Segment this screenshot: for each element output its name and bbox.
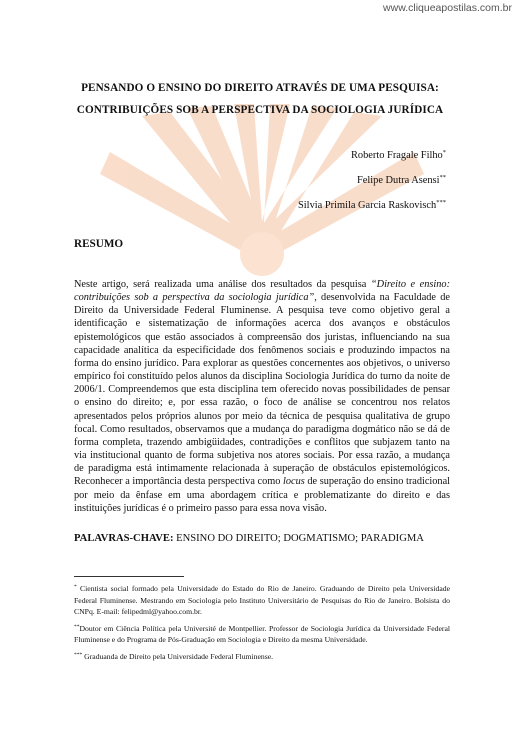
footnote-2: **Doutor em Ciência Política pela Université de Montpellier. Professor de Sociologia Jurídica da Universidade Federal Fluminense e do Programa de Pós-Graduação em Sociologia e Direito da mesma Universidade.: [74, 623, 450, 645]
keywords-text: ENSINO DO DIREITO; DOGMATISMO; PARADIGMA: [173, 533, 424, 544]
footnote-3: *** Graduanda de Direito pela Universidade Federal Fluminense.: [74, 651, 274, 661]
footnote-divider: [74, 576, 184, 577]
keywords: [74, 533, 424, 544]
authors: [298, 142, 446, 217]
title-line-1: PENSANDO O ENSINO DO DIREITO ATRAVÉS DE UMA PESQUISA:: [81, 82, 439, 94]
title-line-2: CONTRIBUIÇÕES SOB A PERSPECTIVA DA SOCIOLOGIA JURÍDICA: [76, 104, 444, 116]
author-1: Roberto Fragale Filho*: [350, 149, 446, 161]
author-2: Felipe Dutra Asensi**: [356, 174, 446, 186]
site-url[interactable]: www.cliqueapostilas.com.br: [383, 2, 512, 14]
abstract-paragraph: Neste artigo, será realizada uma análise dos resultados da pesquisa “Direito e ensino: contribuições sob a perspectiva da sociologia jurídica”, desenvolvida na Faculdade de Direito da Universidade Federal Fluminense. A pesquisa teve como objetivo geral a identificação e sistematização de informações acerca dos avanços e obstáculos epistemológicos que estão associados à compreensão dos juristas, influenciando na sua capacidade analítica da especificidade dos fenômenos sociais e produzindo impactos na forma do ensino jurídico. Para explorar as questões concernentes aos objetivos, o universo empírico foi constituído pelos alunos da disciplina Sociologia Jurídica do turno da noite de 2006/1. Compreendemos que esta disciplina tem oferecido novas possibilidades de pensar o ensino do direito; e, por essa razão, o foco de análise se concentrou nos relatos apresentados pelos próprios alunos por meio da técnica de pesquisa qualitativa de grupo focal. Como resultados, observamos que a mudança do paradigma dogmático não se dá de forma completa, trazendo ambigüidades, contradições e conflitos que subjazem tanto na via institucional quanto de forma subjetiva nos atores sociais. Por essa razão, a mudança de paradigma está intimamente relacionada à superação de obstáculos epistemológicos. Reconhecer a importância desta perspectiva como locus de superação do ensino tradicional por meio da ênfase em uma abordagem crítica e problematizante do direito e das instituições jurídicas é o primeiro passo para essa nova visão.: [74, 279, 451, 514]
author-3: Silvia Primila Garcia Raskovisch***: [298, 199, 446, 211]
keywords-label: PALAVRAS-CHAVE:: [74, 533, 174, 544]
footnotes: [74, 582, 450, 667]
footnote-1: * Cientista social formado pela Universidade do Estado do Rio de Janeiro. Graduando de Direito pela Universidade Federal Fluminense. Mestrando em Sociologia pelo Instituto Universitário de Pesquisas do Rio de Janeiro. Bolsista do CNPq. E-mail: felipedml@yahoo.com.br.: [74, 584, 450, 617]
resumo-heading: RESUMO: [74, 238, 124, 250]
